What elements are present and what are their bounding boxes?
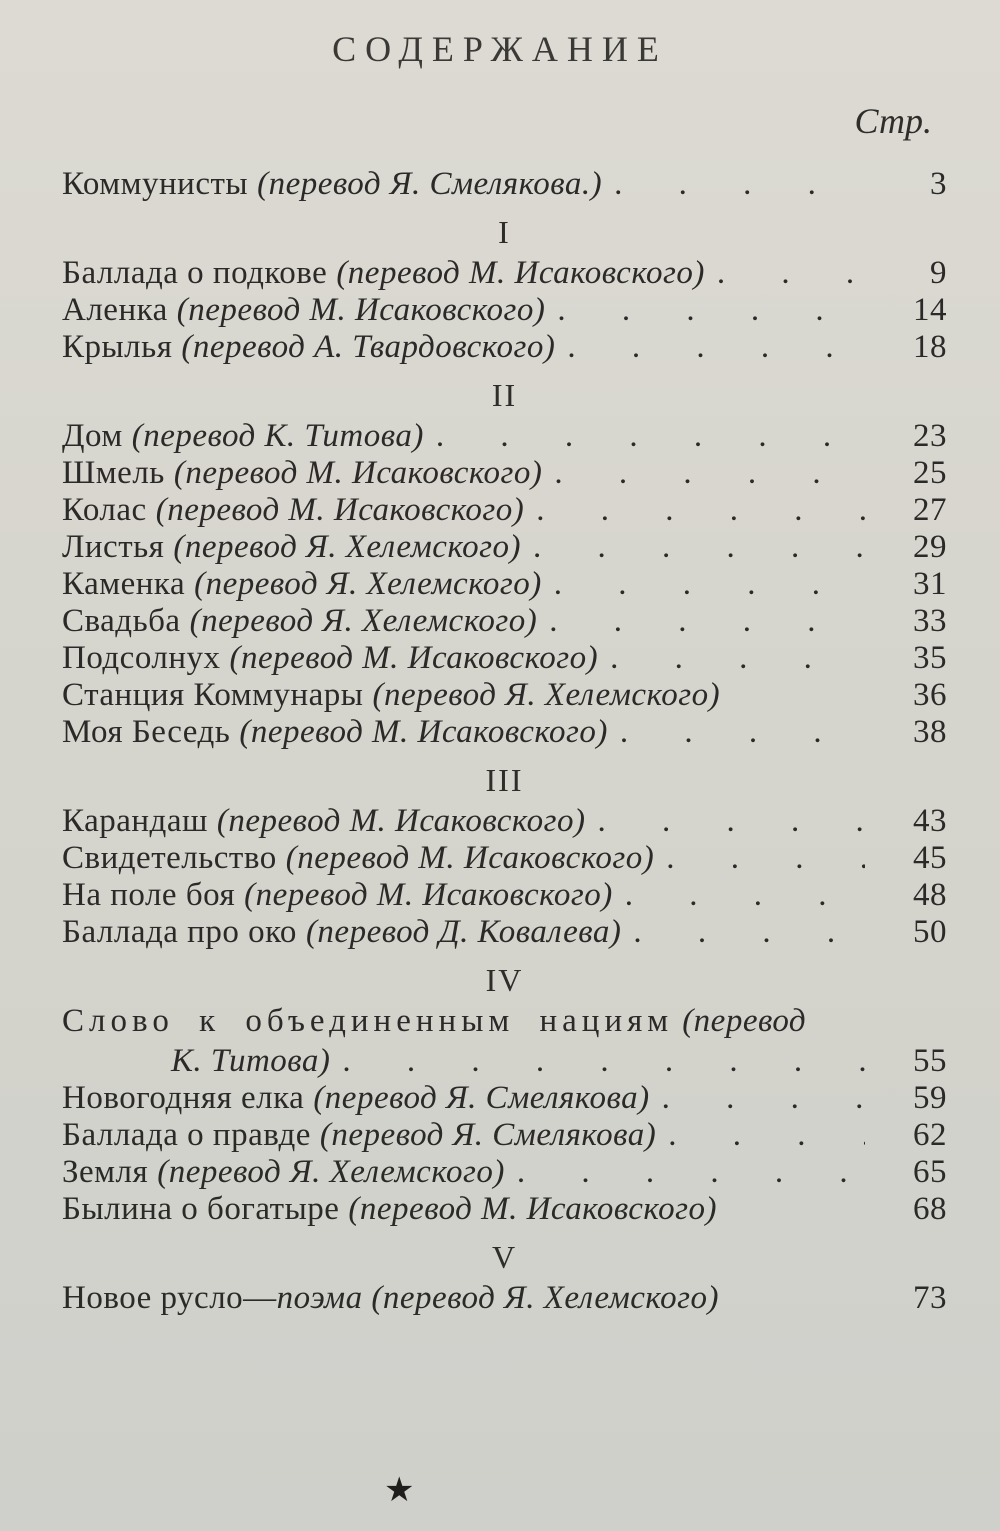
entry-title: Земля [62,1154,149,1190]
toc-entry[interactable] [62,1003,947,1043]
toc-entry[interactable] [62,877,947,914]
entry-translator: (перевод А. Твардовского) [181,329,556,365]
dot-leader [620,714,865,751]
dot-leader [668,1117,865,1154]
entry-page-number: 68 [913,1191,947,1227]
entry-translator: (перевод Я. Смелякова) [313,1080,650,1116]
entry-title: Баллада о правде [62,1117,311,1153]
entry-translator: (перевод М. Исаковского) [336,255,705,291]
toc-entry[interactable] [62,603,947,640]
entry-page-number: 9 [930,255,947,291]
entry-page-number: 48 [913,877,947,913]
entry-translator: (перевод М. Исаковского) [155,492,525,528]
toc-entry[interactable] [62,255,947,292]
entry-title: Баллада о подкове [62,255,328,291]
toc-entry[interactable] [62,1117,947,1154]
dot-leader [597,803,865,840]
entry-title: Баллада про око [62,914,297,950]
toc-entry-intro[interactable] [62,166,947,203]
toc-entry[interactable] [62,840,947,877]
entry-translator: (перевод Я. Хелемского) [194,566,542,602]
dot-leader [666,840,865,877]
toc-entry[interactable] [62,455,947,492]
entry-page-number: 43 [913,803,947,839]
entry-translator: (перевод Я. Смелякова) [319,1117,657,1153]
entry-title: Дом [62,418,123,454]
dot-leader [662,1080,865,1117]
entry-page-number: 25 [913,455,947,491]
star-ornament-icon: ★ [384,1472,415,1509]
entry-page-number: 45 [913,840,947,876]
toc-entry[interactable] [62,418,947,455]
entry-page-number: 38 [913,714,947,750]
entry-title: Новое русло— [62,1280,277,1316]
dot-leader [517,1154,865,1191]
toc-entry-continuation[interactable] [62,1043,947,1080]
toc-entry[interactable] [62,803,947,840]
entry-translator: (перевод М. Исаковского) [285,840,655,876]
entry-translator: (перевод Я. Хелемского) [372,677,721,713]
entry-page-number: 23 [913,418,947,454]
entry-page-number: 55 [913,1043,947,1079]
entry-page-number: 31 [913,566,947,602]
entry-translator: (перевод Я. Смелякова.) [257,166,603,202]
entry-translator: (перевод М. Исаковского) [229,640,599,676]
table-of-contents [62,160,947,1317]
entry-page-number: 36 [913,677,947,713]
toc-entry[interactable] [62,1280,947,1317]
dot-leader [536,492,865,529]
entry-title: Свадьба [62,603,181,639]
toc-entry[interactable] [62,714,947,751]
entry-translator: (перевод Я. Хелемского) [157,1154,505,1190]
entry-translator: (перевод М. Исаковского) [244,877,613,913]
section-heading-3: III [485,762,524,798]
entry-page-number: 35 [913,640,947,676]
entry-translator: (перевод М. Исаковского) [176,292,546,328]
toc-entry[interactable] [62,566,947,603]
entry-title: Свидетельство [62,840,277,876]
entry-title: Шмель [62,455,165,491]
entry-page-number: 18 [913,329,947,365]
toc-entry[interactable] [62,677,947,714]
entry-title: Коммунисты [62,166,249,202]
entry-title: На поле боя [62,877,236,913]
dot-leader [625,877,865,914]
entry-title: Каменка [62,566,186,602]
dot-leader [342,1043,865,1080]
dot-leader [554,566,865,603]
entry-page-number: 65 [913,1154,947,1190]
toc-entry[interactable] [62,1080,947,1117]
toc-entry[interactable] [62,292,947,329]
entry-page-number: 73 [913,1280,947,1316]
dot-leader [549,603,865,640]
toc-entry[interactable] [62,329,947,366]
dot-leader [633,914,865,951]
entry-title: Слово к объединенным нациям [62,1003,674,1039]
entry-title: Аленка [62,292,168,328]
entry-translator: (перевод М. Исаковского) [239,714,608,750]
entry-translator: поэма (перевод Я. Хелемского) [276,1280,719,1316]
entry-translator: (перевод Я. Хелемского) [189,603,538,639]
entry-translator: (перевод М. Исаковского) [216,803,586,839]
entry-title: Моя Беседь [62,714,231,750]
dot-leader [533,529,865,566]
entry-translator: (перевод М. Исаковского) [348,1191,717,1227]
entry-page-number: 62 [913,1117,947,1153]
dot-leader [554,455,865,492]
section-heading-1: I [498,214,511,250]
section-heading-5: V [491,1239,518,1275]
entry-page-number: 50 [913,914,947,950]
entry-page-number: 14 [913,292,947,328]
dot-leader [436,418,865,455]
dot-leader [567,329,865,366]
page-title: СОДЕРЖАНИЕ [332,29,668,69]
dot-leader [614,166,865,203]
entry-translator-continued: К. Титова) [171,1043,331,1079]
dot-leader [717,255,865,292]
entry-title: Листья [62,529,165,565]
toc-entry[interactable] [62,1154,947,1191]
entry-translator: (перевод [682,1003,807,1039]
toc-entry[interactable] [62,492,947,529]
toc-entry[interactable] [62,529,947,566]
dot-leader [557,292,865,329]
toc-entry[interactable] [62,640,947,677]
entry-page-number: 33 [913,603,947,639]
section-heading-2: II [491,377,518,413]
entry-title: Новогодняя елка [62,1080,305,1116]
entry-title: Станция Коммунары [62,677,364,713]
toc-entry[interactable] [62,1191,947,1228]
entry-translator: (перевод Я. Хелемского) [173,529,521,565]
entry-title: Крылья [62,329,173,365]
toc-entry[interactable] [62,914,947,951]
entry-translator: (перевод К. Титова) [131,418,424,454]
entry-translator: (перевод Д. Ковалева) [305,914,622,950]
entry-title: Карандаш [62,803,208,839]
entry-page-number: 59 [913,1080,947,1116]
entry-page-number: 29 [913,529,947,565]
page-column-label: Стр. [854,101,932,141]
entry-title: Колас [62,492,147,528]
entry-title: Подсолнух [62,640,221,676]
entry-page-number: 27 [913,492,947,528]
entry-title: Былина о богатыре [62,1191,340,1227]
entry-translator: (перевод М. Исаковского) [173,455,543,491]
entry-page-number: 3 [930,166,947,202]
section-heading-4: IV [485,962,524,998]
dot-leader [610,640,865,677]
